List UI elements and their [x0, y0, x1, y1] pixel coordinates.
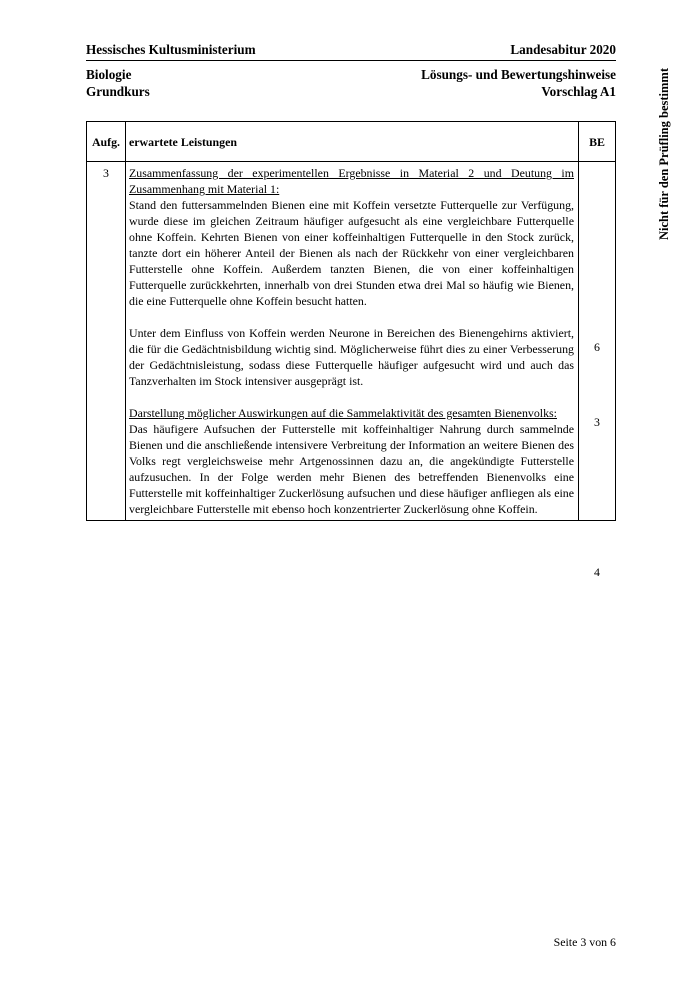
ministry-name: Hessisches Kultusministerium: [86, 42, 256, 57]
points-column: [579, 162, 616, 579]
points-value: 3: [594, 415, 600, 429]
proposal: Vorschlag A1: [541, 84, 616, 99]
table-header-row: [87, 122, 616, 162]
header-rule: [86, 60, 616, 61]
exam-title: Landesabitur 2020: [510, 42, 616, 57]
section-heading: Zusammenfassung der experimentellen Ergebnisse in Material 2 und Deutung im Zusammenhang mit Material 1:: [129, 166, 574, 196]
table-row: [87, 162, 616, 521]
header-leistungen: erwartete Leistungen: [126, 122, 579, 162]
section-1: [129, 165, 574, 309]
expected-performance: [126, 162, 579, 521]
header-aufg: Aufg.: [87, 122, 126, 162]
header-row-2: [86, 67, 616, 85]
side-note: Nicht für den Prüfling bestimmt: [657, 68, 671, 240]
points-value: 6: [594, 340, 600, 354]
section-2: [129, 325, 574, 389]
subject: Biologie: [86, 67, 132, 82]
section-text: Unter dem Einfluss von Koffein werden Neurone in Bereichen des Bienengehirns aktiviert, die für die Gedächtnisbildung wichtig sind. Möglicherweise führt dies zu einer Verbesserung der Gedächtnisleistung, sodass diese Futterquelle häufiger aufgesucht wird und auch das Tanzverhalten im Stock intensiver ausgeprägt ist.: [129, 326, 574, 388]
section-text: Das häufigere Aufsuchen der Futterstelle mit koffeinhaltiger Nahrung durch sammelnde Bienen und die anschließende intensivere Verbreitung der Information an weitere Bienen des Volks regt vergleichsweise mehr Artgenossinnen dazu an, die angekündigte Futterstelle aufzusuchen. In der Folge werden mehr Bienen des betreffenden Bienenvolks eine Futterstelle mit koffeinhaltiger Zuckerlösung aufsuchen und diese häufiger anfliegen als eine vergleichbare Futterstelle mit ebenso hoch konzentrierter Zuckerlösung ohne Koffein.: [129, 422, 574, 516]
course: Grundkurs: [86, 84, 150, 99]
points-value: 4: [594, 565, 600, 579]
section-text: Stand den futtersammelnden Bienen eine mit Koffein versetzte Futterquelle zur Verfügung, wurde diese im gleichen Zeitraum häufiger aufgesucht als eine vergleichbare Futterquelle ohne Koffein. Kehrten Bienen von einer koffeinhaltigen Futterquelle in den Stock zurück, tanzte dort ein höherer Anteil der Bienen als nach der Rückkehr von einer vergleichbaren Futterstelle ohne Koffein. Außerdem tanzten Bienen, die von einer koffeinhaltigen Futterquelle zurückkehrten, innerhalb von drei Stunden etwa drei Mal so häufig wie Bienen, die eine Futterquelle ohne Koffein besucht hatten.: [129, 198, 574, 308]
header-row-3: [86, 84, 616, 102]
header-be: BE: [579, 122, 616, 162]
section-heading: Darstellung möglicher Auswirkungen auf die Sammelaktivität des gesamten Bienenvolks:: [129, 406, 557, 420]
page-number: Seite 3 von 6: [553, 935, 616, 949]
task-number: 3: [87, 162, 126, 521]
document-title: Lösungs- und Bewertungshinweise: [421, 67, 616, 82]
header-row-1: [86, 42, 616, 60]
solution-table: [86, 121, 616, 579]
section-3: [129, 405, 574, 517]
